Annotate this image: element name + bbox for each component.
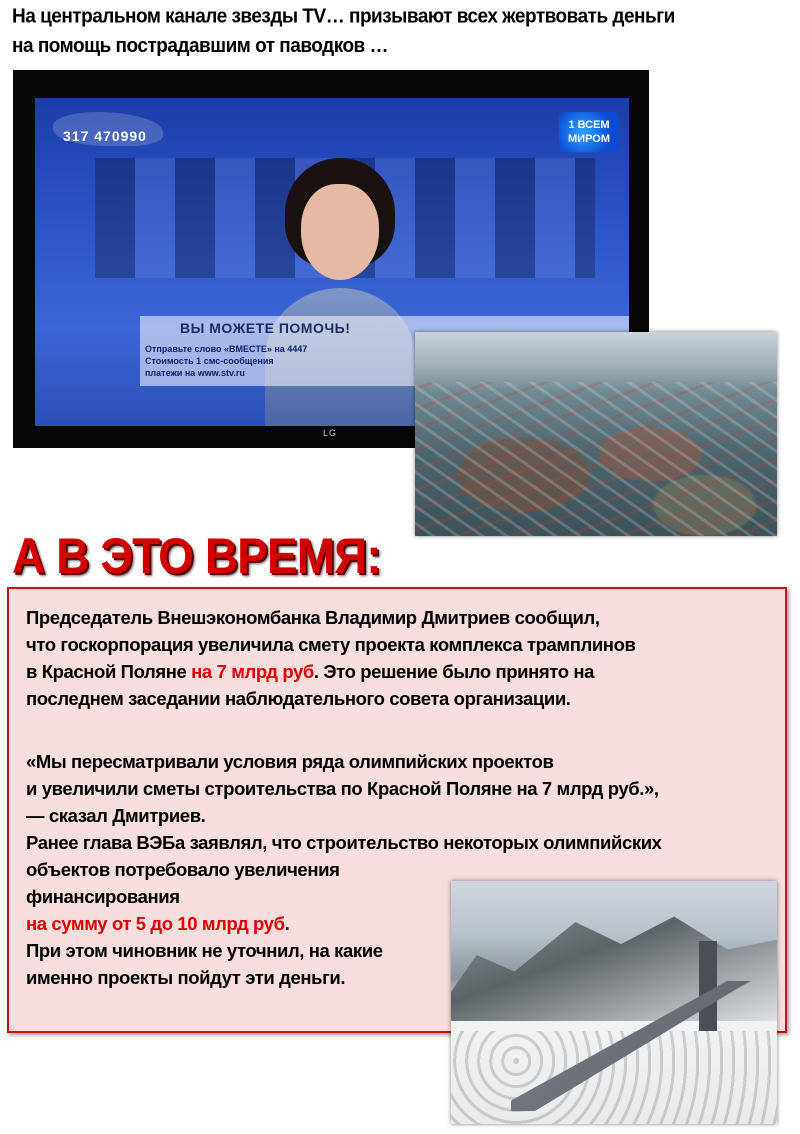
flooded-houses xyxy=(415,382,777,536)
tv-banner-line-2: Стоимость 1 смс-сообщения xyxy=(145,356,274,366)
article-line: и увеличили сметы строительства по Красной Поляне на 7 млрд руб.», xyxy=(26,778,659,799)
flood-aerial-photo xyxy=(415,332,777,536)
article-line: «Мы пересматривали условия ряда олимпийских проектов xyxy=(26,751,554,772)
tv-banner-line-3: платежи на www.stv.ru xyxy=(145,368,245,378)
article-line: Ранее глава ВЭБа заявлял, что строительство некоторых олимпийских xyxy=(26,832,662,853)
tv-donation-counter: 317 470990 xyxy=(63,128,147,144)
channel-logo: 1 ВСЕМ МИРОМ xyxy=(559,112,619,152)
article-line: именно проекты пойдут эти деньги. xyxy=(26,967,346,988)
tv-brand-logo: LG xyxy=(323,428,338,438)
article-line: При этом чиновник не уточнил, на какие xyxy=(26,940,383,961)
ski-jump-tower xyxy=(699,941,717,1031)
article-line: финансирования xyxy=(26,886,180,907)
highlight-range: на сумму от 5 до 10 млрд руб xyxy=(26,913,285,934)
article-line: в Красной Поляне на 7 млрд руб. Это решение было принято на xyxy=(26,661,595,682)
header-line-1: На центральном канале звезды TV… призывают всех жертвовать деньги xyxy=(12,5,675,28)
article-line: объектов потребовало увеличения xyxy=(26,859,340,880)
article-line: — сказал Дмитриев. xyxy=(26,805,206,826)
tv-banner-title: ВЫ МОЖЕТЕ ПОМОЧЬ! xyxy=(180,320,351,336)
highlight-amount: на 7 млрд руб xyxy=(191,661,314,682)
tv-banner-line-1: Отправьте слово «ВМЕСТЕ» на 4447 xyxy=(145,344,308,354)
presenter-face xyxy=(301,184,379,280)
article-line: Председатель Внешэкономбанка Владимир Дмитриев сообщил, xyxy=(26,607,600,628)
article-paragraph-1 xyxy=(26,604,786,712)
header-line-2: на помощь пострадавшим от паводков … xyxy=(12,35,389,58)
snowy-mountains xyxy=(451,911,777,1021)
article-line: последнем заседании наблюдательного совета организации. xyxy=(26,688,571,709)
article-line: на сумму от 5 до 10 млрд руб. xyxy=(26,913,290,934)
ski-jump-photo xyxy=(451,881,777,1124)
article-line: что госкорпорация увеличила смету проекта комплекса трамплинов xyxy=(26,634,636,655)
section-title: А В ЭТО ВРЕМЯ: xyxy=(12,528,381,584)
header-text xyxy=(12,3,792,62)
